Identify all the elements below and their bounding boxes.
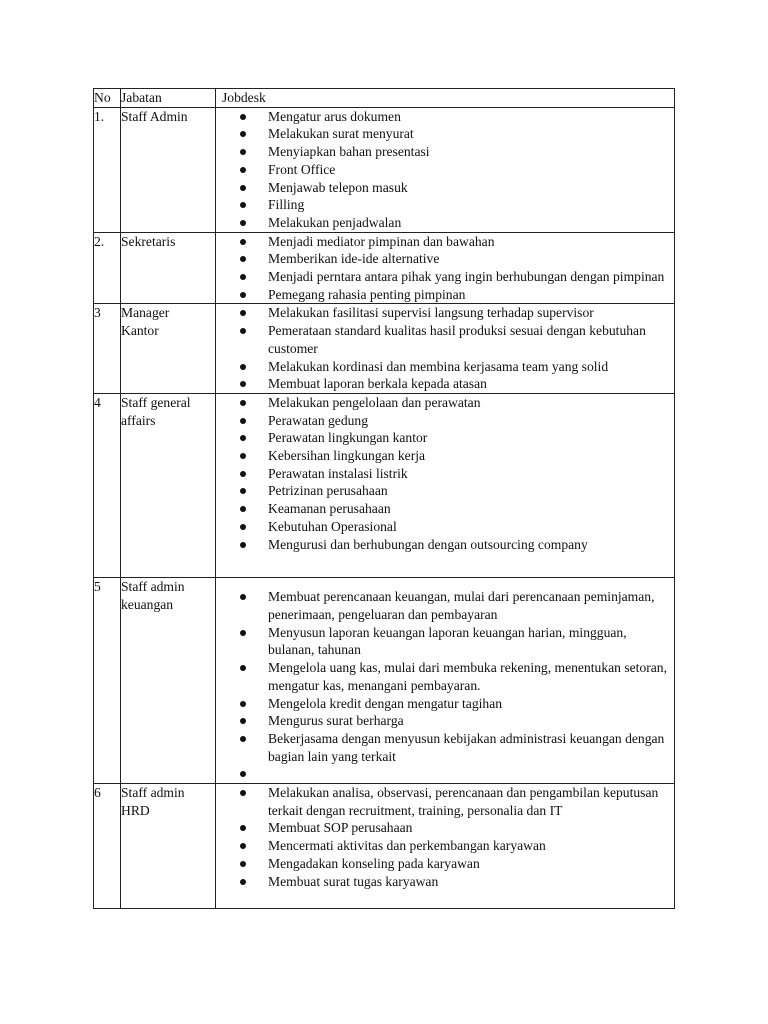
- row-jabatan-cell: [121, 393, 216, 577]
- jobdesk-list: [216, 108, 674, 232]
- header-jabatan: Jabatan: [121, 89, 216, 108]
- task-text: Kebersihan lingkungan kerja: [268, 448, 426, 464]
- list-item: [216, 712, 674, 730]
- bullet-icon: [240, 861, 246, 867]
- bullet-icon: [240, 418, 246, 424]
- task-text: Memberikan ide-ide alternative: [268, 251, 440, 267]
- row-jabatan: Staff general affairs: [121, 394, 191, 428]
- bullet-icon: [240, 736, 246, 742]
- bullet-icon: [240, 471, 246, 477]
- bullet-icon: [240, 239, 246, 245]
- list-item: [216, 143, 674, 161]
- task-text: Melakukan fasilitasi supervisi langsung terhadap supervisor: [268, 305, 594, 321]
- task-text: Mengadakan konseling pada karyawan: [268, 855, 480, 871]
- list-item: [216, 536, 674, 554]
- bullet-icon: [240, 665, 246, 671]
- bullet-icon: [240, 630, 246, 636]
- row-jabatan-cell: [121, 578, 216, 784]
- row-number: 1.: [94, 107, 121, 232]
- list-item: [216, 394, 674, 412]
- list-item: [216, 695, 674, 713]
- task-text: Perawatan gedung: [268, 412, 369, 428]
- task-text: Membuat perencanaan keuangan, mulai dari perencanaan peminjaman, penerimaan, pengeluaran dan pembayaran: [268, 589, 655, 622]
- list-item: [216, 855, 674, 873]
- list-item: [216, 819, 674, 837]
- bullet-icon: [240, 825, 246, 831]
- row-jobdesk-cell: [216, 784, 675, 909]
- task-text: Menyiapkan bahan presentasi: [268, 144, 430, 160]
- task-text: Melakukan penjadwalan: [268, 214, 402, 230]
- row-jabatan-cell: [121, 232, 216, 304]
- task-text: Melakukan pengelolaan dan perawatan: [268, 394, 481, 410]
- task-text: Mencermati aktivitas dan perkembangan karyawan: [268, 838, 546, 854]
- bullet-icon: [240, 488, 246, 494]
- table-row: [94, 578, 675, 784]
- bullet-icon: [240, 185, 246, 191]
- bullet-icon: [240, 524, 246, 530]
- list-item: [216, 214, 674, 232]
- list-item: [216, 233, 674, 251]
- list-item: [216, 624, 674, 659]
- list-item: [216, 465, 674, 483]
- list-item: [216, 500, 674, 518]
- jobdesk-list: [216, 304, 674, 393]
- bullet-icon: [240, 114, 246, 120]
- bullet-icon: [240, 771, 246, 777]
- bullet-icon: [240, 364, 246, 370]
- row-jabatan: Staff admin HRD: [121, 785, 185, 818]
- header-jobdesk: Jobdesk: [216, 89, 675, 108]
- row-number: 6: [94, 784, 121, 909]
- task-text: Menyusun laporan keuangan laporan keuangan harian, mingguan, bulanan, tahunan: [268, 624, 627, 658]
- bullet-icon: [240, 310, 246, 316]
- task-text: Filling: [268, 197, 305, 213]
- task-text: Perawatan instalasi listrik: [268, 465, 408, 481]
- task-text: Pemerataan standard kualitas hasil produksi sesuai dengan kebutuhan customer: [268, 323, 646, 356]
- row-jabatan: Sekretaris: [121, 233, 176, 249]
- list-item: [216, 196, 674, 214]
- task-text: Mengelola uang kas, mulai dari membuka rekening, menentukan setoran, mengatur kas, menangani pembayaran.: [268, 660, 668, 693]
- row-number: 4: [94, 393, 121, 577]
- list-item: [216, 108, 674, 126]
- list-item: [216, 765, 674, 783]
- task-text: Keamanan perusahaan: [268, 501, 391, 517]
- bullet-icon: [240, 256, 246, 262]
- task-text: Melakukan kordinasi dan membina kerjasama team yang solid: [268, 358, 609, 374]
- bullet-icon: [240, 790, 246, 796]
- task-text: Petrizinan perusahaan: [268, 483, 388, 499]
- list-item: [216, 358, 674, 376]
- task-text: Melakukan analisa, observasi, perencanaan dan pengambilan keputusan terkait dengan recruitment, training, personalia dan IT: [268, 785, 659, 818]
- list-item: [216, 268, 674, 286]
- table-row: [94, 393, 675, 577]
- task-text: Membuat laporan berkala kepada atasan: [268, 376, 487, 392]
- bullet-icon: [240, 202, 246, 208]
- task-text: Bekerjasama dengan menyusun kebijakan administrasi keuangan dengan bagian lain yang terkait: [268, 730, 665, 764]
- row-number: 2.: [94, 232, 121, 304]
- bullet-icon: [240, 542, 246, 548]
- list-item: [216, 447, 674, 465]
- row-jabatan: Manager Kantor: [121, 305, 170, 339]
- task-text: Melakukan surat menyurat: [268, 126, 414, 142]
- row-number: 3: [94, 304, 121, 394]
- task-text: Pemegang rahasia penting pimpinan: [268, 286, 466, 302]
- list-item: [216, 286, 674, 304]
- bullet-icon: [240, 594, 246, 600]
- task-text: Kebutuhan Operasional: [268, 518, 397, 534]
- jobdesk-list: [216, 784, 674, 908]
- task-text: Menjadi mediator pimpinan dan bawahan: [268, 233, 495, 249]
- row-jabatan-cell: [121, 784, 216, 909]
- bullet-icon: [240, 435, 246, 441]
- bullet-icon: [240, 220, 246, 226]
- task-text: Menjawab telepon masuk: [268, 179, 408, 195]
- task-text: Perawatan lingkungan kantor: [268, 430, 428, 446]
- task-text: Mengelola kredit dengan mengatur tagihan: [268, 695, 503, 711]
- header-no: No: [94, 89, 121, 108]
- task-text: Membuat surat tugas karyawan: [268, 873, 439, 889]
- table-row: [94, 232, 675, 304]
- bullet-icon: [240, 453, 246, 459]
- bullet-icon: [240, 328, 246, 334]
- bullet-icon: [240, 292, 246, 298]
- list-item: [216, 250, 674, 268]
- row-jabatan: Staff admin keuangan: [121, 579, 185, 612]
- bullet-icon: [240, 701, 246, 707]
- row-number: 5: [94, 578, 121, 784]
- row-jabatan-cell: [121, 304, 216, 394]
- row-jobdesk-cell: [216, 232, 675, 304]
- task-text: Front Office: [268, 161, 336, 177]
- list-item: [216, 304, 674, 322]
- task-text: Membuat SOP perusahaan: [268, 820, 413, 836]
- bullet-icon: [240, 149, 246, 155]
- task-text: Mengatur arus dokumen: [268, 108, 401, 124]
- list-item: [216, 375, 674, 393]
- jobdesk-list: [216, 578, 674, 783]
- list-item: [216, 588, 674, 623]
- row-jabatan-cell: [121, 107, 216, 232]
- list-item: [216, 322, 674, 357]
- task-text: Mengurus surat berharga: [268, 713, 404, 729]
- bullet-icon: [240, 506, 246, 512]
- table-row: [94, 784, 675, 909]
- task-text: Menjadi perntara antara pihak yang ingin berhubungan dengan pimpinan: [268, 269, 665, 285]
- bullet-icon: [240, 381, 246, 387]
- table-row: [94, 107, 675, 232]
- row-jabatan: Staff Admin: [121, 108, 188, 124]
- list-item: [216, 161, 674, 179]
- list-item: [216, 412, 674, 430]
- row-jobdesk-cell: [216, 107, 675, 232]
- list-item: [216, 179, 674, 197]
- list-item: [216, 837, 674, 855]
- bullet-icon: [240, 718, 246, 724]
- bullet-icon: [240, 879, 246, 885]
- table-body: [94, 89, 675, 909]
- table-row: [94, 304, 675, 394]
- jobdesk-list: [216, 233, 674, 304]
- list-item: [216, 125, 674, 143]
- task-text: Mengurusi dan berhubungan dengan outsourcing company: [268, 536, 588, 552]
- bullet-icon: [240, 167, 246, 173]
- bullet-icon: [240, 274, 246, 280]
- list-item: [216, 730, 674, 765]
- bullet-icon: [240, 131, 246, 137]
- row-jobdesk-cell: [216, 578, 675, 784]
- row-jobdesk-cell: [216, 304, 675, 394]
- bullet-icon: [240, 843, 246, 849]
- list-item: [216, 518, 674, 536]
- list-item: [216, 482, 674, 500]
- jobdesk-table: [93, 88, 675, 909]
- bullet-icon: [240, 400, 246, 406]
- list-item: [216, 429, 674, 447]
- row-jobdesk-cell: [216, 393, 675, 577]
- header-row: [94, 89, 675, 108]
- list-item: [216, 784, 674, 819]
- list-item: [216, 873, 674, 891]
- jobdesk-list: [216, 394, 674, 577]
- list-item: [216, 659, 674, 694]
